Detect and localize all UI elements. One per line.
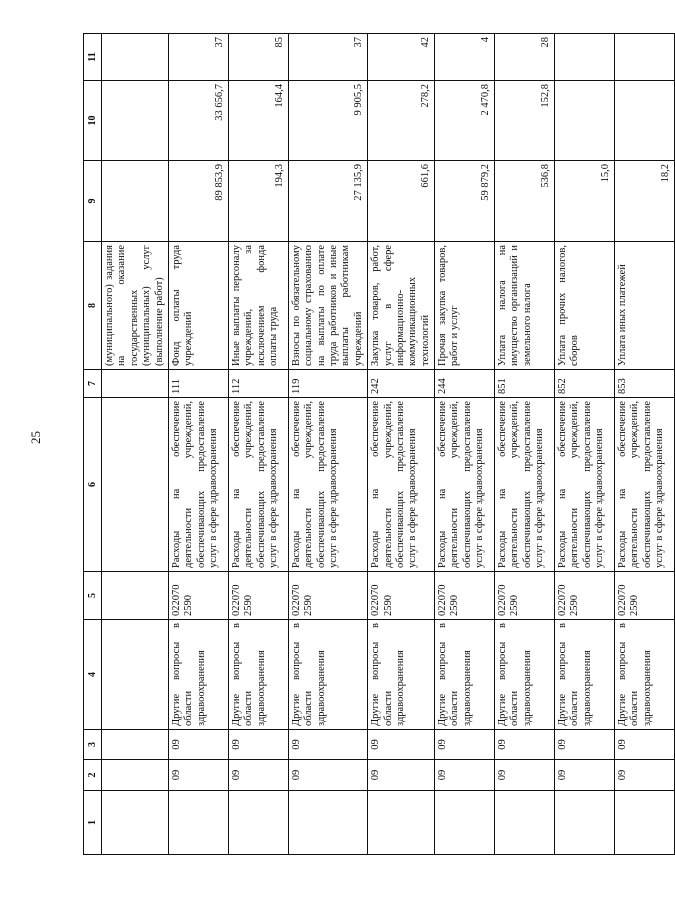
table-row — [495, 34, 555, 855]
table-row — [288, 34, 367, 855]
row-number-cell — [168, 791, 228, 855]
expense-code-cell: 119 — [288, 370, 367, 398]
column-header: 9 — [84, 161, 102, 242]
column-header: 2 — [84, 760, 102, 791]
percent-executed-cell: 37 — [288, 34, 367, 81]
row-number-cell — [368, 791, 435, 855]
budget-table — [83, 33, 675, 855]
expense-code-cell: 851 — [495, 370, 555, 398]
executed-amount-cell: 9 905,5 — [288, 81, 367, 161]
column-header: 8 — [84, 242, 102, 370]
plan-amount-cell: 194,3 — [228, 161, 288, 242]
subsection-cell: 09 — [495, 730, 555, 760]
plan-amount-cell: 18,2 — [615, 161, 675, 242]
table-cell — [102, 370, 169, 398]
column-header: 10 — [84, 81, 102, 161]
description-cell: Расходы на обеспечение деятельности учреждений, обеспечивающих предоставление услуг в сфере здравоохранения — [288, 398, 367, 572]
table-body — [84, 34, 675, 855]
expense-code-cell: 852 — [555, 370, 615, 398]
description-cell: Расходы на обеспечение деятельности учреждений, обеспечивающих предоставление услуг в сфере здравоохранения — [368, 398, 435, 572]
expense-code-cell: 111 — [168, 370, 228, 398]
description-cell: Расходы на обеспечение деятельности учреждений, обеспечивающих предоставление услуг в сфере здравоохранения — [435, 398, 495, 572]
expense-type-cell: Прочая закупка товаров, работ и услуг — [435, 242, 495, 370]
column-header: 4 — [84, 620, 102, 730]
executed-amount-cell: 164,4 — [228, 81, 288, 161]
header-row — [84, 34, 102, 855]
expense-type-cell: Уплата налога на имущество организаций и земельного налога — [495, 242, 555, 370]
section-cell: 09 — [555, 760, 615, 791]
section-cell: 09 — [288, 760, 367, 791]
column-header: 1 — [84, 791, 102, 855]
table-cell — [102, 620, 169, 730]
subsection-cell: 09 — [435, 730, 495, 760]
section-name-cell: Другие вопросы в области здравоохранения — [615, 620, 675, 730]
subsection-cell: 09 — [288, 730, 367, 760]
subsection-cell: 09 — [615, 730, 675, 760]
target-article-cell: 022070 2590 — [228, 572, 288, 620]
percent-executed-cell — [615, 34, 675, 81]
executed-amount-cell: 33 656,7 — [168, 81, 228, 161]
description-cell: Расходы на обеспечение деятельности учреждений, обеспечивающих предоставление услуг в сфере здравоохранения — [495, 398, 555, 572]
description-cell: Расходы на обеспечение деятельности учреждений, обеспечивающих предоставление услуг в сфере здравоохранения — [555, 398, 615, 572]
expense-code-cell: 242 — [368, 370, 435, 398]
row-number-cell — [495, 791, 555, 855]
budget-table-rotated — [83, 34, 671, 855]
percent-executed-cell: 85 — [228, 34, 288, 81]
subsection-cell: 09 — [555, 730, 615, 760]
plan-amount-cell: 59 879,2 — [435, 161, 495, 242]
continuation-row — [102, 34, 169, 855]
row-number-cell — [435, 791, 495, 855]
row-number-cell — [288, 791, 367, 855]
section-name-cell: Другие вопросы в области здравоохранения — [368, 620, 435, 730]
table-row — [615, 34, 675, 855]
subsection-cell: 09 — [368, 730, 435, 760]
section-name-cell: Другие вопросы в области здравоохранения — [495, 620, 555, 730]
table-cell — [102, 398, 169, 572]
description-cell: Расходы на обеспечение деятельности учреждений, обеспечивающих предоставление услуг в сфере здравоохранения — [615, 398, 675, 572]
table-row — [228, 34, 288, 855]
column-header: 5 — [84, 572, 102, 620]
section-name-cell: Другие вопросы в области здравоохранения — [435, 620, 495, 730]
plan-amount-cell: 89 853,9 — [168, 161, 228, 242]
row-number-cell — [228, 791, 288, 855]
table-row — [555, 34, 615, 855]
section-cell: 09 — [615, 760, 675, 791]
table-cell — [102, 730, 169, 760]
executed-amount-cell — [555, 81, 615, 161]
expense-type-cell: Уплата прочих налогов, сборов — [555, 242, 615, 370]
description-cell: Расходы на обеспечение деятельности учреждений, обеспечивающих предоставление услуг в сфере здравоохранения — [228, 398, 288, 572]
target-article-cell: 022070 2590 — [435, 572, 495, 620]
table-cell — [102, 34, 169, 81]
table-cell — [102, 572, 169, 620]
executed-amount-cell — [615, 81, 675, 161]
plan-amount-cell: 661,6 — [368, 161, 435, 242]
table-row — [435, 34, 495, 855]
row-number-cell — [555, 791, 615, 855]
table-cell — [102, 81, 169, 161]
percent-executed-cell — [555, 34, 615, 81]
plan-amount-cell: 15,0 — [555, 161, 615, 242]
section-cell: 09 — [435, 760, 495, 791]
expense-type-cell: Фонд оплаты труда учреждений — [168, 242, 228, 370]
executed-amount-cell: 2 470,8 — [435, 81, 495, 161]
percent-executed-cell: 28 — [495, 34, 555, 81]
target-article-cell: 022070 2590 — [615, 572, 675, 620]
table-cell — [102, 760, 169, 791]
table-row — [368, 34, 435, 855]
expense-type-cell: Взносы по обязательному социальному страхованию на выплаты по оплате труда работников и иные выплаты работникам учреждений — [288, 242, 367, 370]
section-name-cell: Другие вопросы в области здравоохранения — [288, 620, 367, 730]
description-cell: Расходы на обеспечение деятельности учреждений, обеспечивающих предоставление услуг в сфере здравоохранения — [168, 398, 228, 572]
percent-executed-cell: 42 — [368, 34, 435, 81]
table-cell — [102, 791, 169, 855]
subsection-cell: 09 — [168, 730, 228, 760]
expense-type-cell: (муниципального) задания на оказание государственных (муниципальных) услуг (выполнение работ) — [102, 242, 169, 370]
column-header: 3 — [84, 730, 102, 760]
target-article-cell: 022070 2590 — [168, 572, 228, 620]
expense-code-cell: 853 — [615, 370, 675, 398]
plan-amount-cell: 536,8 — [495, 161, 555, 242]
expense-code-cell: 244 — [435, 370, 495, 398]
section-name-cell: Другие вопросы в области здравоохранения — [228, 620, 288, 730]
target-article-cell: 022070 2590 — [495, 572, 555, 620]
target-article-cell: 022070 2590 — [555, 572, 615, 620]
column-header: 6 — [84, 398, 102, 572]
target-article-cell: 022070 2590 — [368, 572, 435, 620]
expense-type-cell: Иные выплаты персоналу учреждений, за исключением фонда оплаты труда — [228, 242, 288, 370]
section-name-cell: Другие вопросы в области здравоохранения — [555, 620, 615, 730]
table-row — [168, 34, 228, 855]
section-cell: 09 — [228, 760, 288, 791]
percent-executed-cell: 4 — [435, 34, 495, 81]
column-header: 11 — [84, 34, 102, 81]
row-number-cell — [615, 791, 675, 855]
expense-type-cell: Уплата иных платежей — [615, 242, 675, 370]
section-cell: 09 — [495, 760, 555, 791]
column-header: 7 — [84, 370, 102, 398]
executed-amount-cell: 152,8 — [495, 81, 555, 161]
executed-amount-cell: 278,2 — [368, 81, 435, 161]
table-cell — [102, 161, 169, 242]
section-cell: 09 — [368, 760, 435, 791]
plan-amount-cell: 27 135,9 — [288, 161, 367, 242]
subsection-cell: 09 — [228, 730, 288, 760]
expense-code-cell: 112 — [228, 370, 288, 398]
section-cell: 09 — [168, 760, 228, 791]
target-article-cell: 022070 2590 — [288, 572, 367, 620]
page-number: 25 — [28, 431, 43, 444]
expense-type-cell: Закупка товаров, работ, услуг в сфере информационно-коммуникационных технологий — [368, 242, 435, 370]
percent-executed-cell: 37 — [168, 34, 228, 81]
section-name-cell: Другие вопросы в области здравоохранения — [168, 620, 228, 730]
